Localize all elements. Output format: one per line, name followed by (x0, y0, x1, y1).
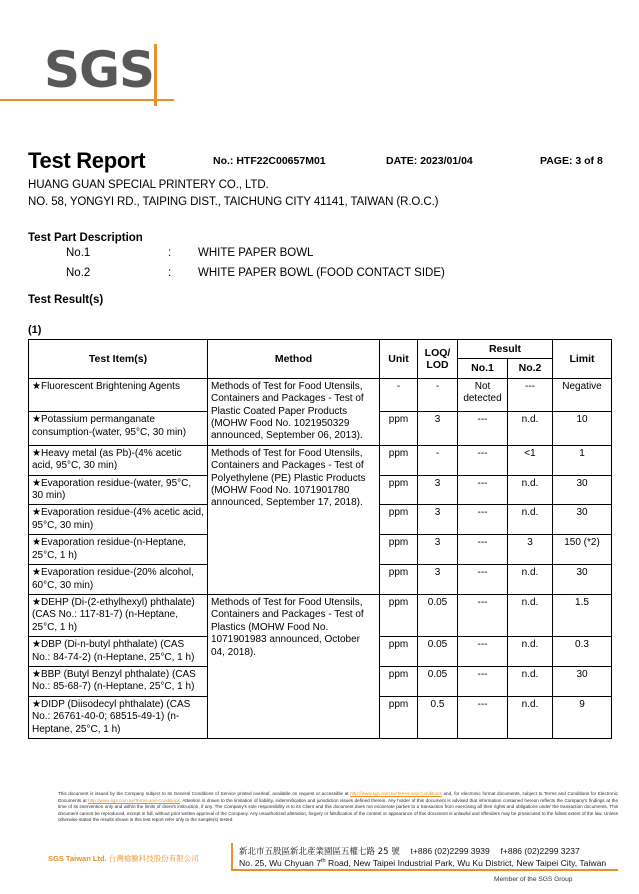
disclaimer-part-2: and, for electronic format documents, subject to Terms and Conditions for Electronic Documents at (58, 791, 618, 803)
cell-loq-lod: 0.05 (418, 637, 458, 667)
page-title: Test Report (28, 148, 146, 173)
cell-loq-lod: - (418, 378, 458, 412)
cell-test-item-text: BBP (Butyl Benzyl phthalate) (CAS No.: 85-68-7) (n-Heptane, 25°C, 1 h) (32, 668, 196, 693)
cell-test-item-text: Evaporation residue-(water, 95°C, 30 min) (32, 477, 192, 502)
cell-test-item (29, 666, 208, 696)
test-part-no: No.1 (66, 247, 91, 259)
cell-unit: ppm (380, 696, 418, 738)
cell-loq-lod: 3 (418, 475, 458, 505)
cell-loq-lod: 0.05 (418, 666, 458, 696)
col-header-test-items: Test Item(s) (29, 340, 208, 379)
star-bullet-icon: ★ (32, 698, 41, 710)
cell-method: Methods of Test for Food Utensils, Containers and Packages - Test of Polyethylene (PE) Plastic Products (MOHW Food No. 1071901780 announced, September 17, 2018). (208, 445, 380, 594)
cell-result-no2: <1 (508, 445, 553, 475)
cell-result-no2: n.d. (508, 637, 553, 667)
cell-result-no2: n.d. (508, 565, 553, 595)
cell-unit: ppm (380, 637, 418, 667)
table-row (29, 445, 612, 475)
cell-limit: Negative (553, 378, 612, 412)
client-address: NO. 58, YONGYI RD., TAIPING DIST., TAICHUNG CITY 41141, TAIWAN (R.O.C.) (28, 196, 439, 208)
cell-unit: ppm (380, 505, 418, 535)
cell-test-item (29, 475, 208, 505)
test-part-value: WHITE PAPER BOWL (FOOD CONTACT SIDE) (198, 267, 445, 279)
col-header-result-no2: No.2 (508, 359, 553, 378)
report-number: No.: HTF22C00657M01 (213, 155, 326, 167)
cell-unit: ppm (380, 565, 418, 595)
cell-result-no1: --- (458, 666, 508, 696)
cell-unit: ppm (380, 535, 418, 565)
footer-telephone: t+886 (02)2299 3939 (410, 846, 490, 856)
cell-test-item (29, 696, 208, 738)
cell-limit: 1.5 (553, 594, 612, 636)
cell-result-no2: n.d. (508, 505, 553, 535)
cell-test-item-text: DEHP (Di-(2-ethylhexyl) phthalate) (CAS No.: 117-81-7) (n-Heptane, 25°C, 1 h) (32, 596, 195, 633)
client-company-name: HUANG GUAN SPECIAL PRINTERY CO., LTD. (28, 179, 269, 191)
cell-limit: 30 (553, 475, 612, 505)
cell-unit: ppm (380, 475, 418, 505)
cell-result-no2: n.d. (508, 666, 553, 696)
cell-result-no1: --- (458, 637, 508, 667)
report-header-row (28, 148, 618, 176)
col-header-result-no1: No.1 (458, 359, 508, 378)
star-bullet-icon: ★ (32, 380, 41, 392)
cell-result-no1: Not detected (458, 378, 508, 412)
cell-test-item (29, 565, 208, 595)
report-header (28, 148, 618, 208)
cell-result-no1: --- (458, 696, 508, 738)
cell-result-no2: n.d. (508, 412, 553, 446)
footer-address-en-pre: No. 25, Wu Chyuan 7 (239, 858, 322, 868)
cell-result-no2: n.d. (508, 594, 553, 636)
table-row (29, 378, 612, 412)
cell-test-item-text: Evaporation residue-(n-Heptane, 25°C, 1 h) (32, 537, 187, 561)
cell-test-item-text: DIDP (Diisodecyl phthalate) (CAS No.: 26761-40-0; 68515-49-1) (n-Heptane, 25°C, 1 h) (32, 698, 191, 735)
cell-test-item-text: Heavy metal (as Pb)-(4% acetic acid, 95°C, 30 min) (32, 447, 182, 472)
col-header-method: Method (208, 340, 380, 379)
cell-limit: 30 (553, 505, 612, 535)
section-number: (1) (28, 324, 42, 336)
cell-result-no1: --- (458, 475, 508, 505)
col-header-loq-lod (418, 340, 458, 379)
cell-result-no1: --- (458, 594, 508, 636)
sgs-logo-horizontal-bar (0, 99, 174, 101)
table-header-row (29, 340, 612, 359)
cell-limit: 30 (553, 666, 612, 696)
test-results-table-wrapper (28, 339, 611, 739)
col-header-limit: Limit (553, 340, 612, 379)
cell-loq-lod: 0.5 (418, 696, 458, 738)
cell-test-item-text: Evaporation residue-(20% alcohol, 60°C, 30 min) (32, 567, 194, 591)
sgs-logo (44, 41, 174, 108)
footer-address-cn-text: 新北市五股區新北產業園區五權七路 25 號 (239, 847, 400, 857)
cell-result-no2: n.d. (508, 475, 553, 505)
cell-loq-lod: 0.05 (418, 594, 458, 636)
cell-result-no2: --- (508, 378, 553, 412)
cell-limit: 1 (553, 445, 612, 475)
legal-disclaimer (58, 791, 618, 824)
test-part-item (28, 247, 618, 264)
cell-test-item (29, 445, 208, 475)
cell-test-item (29, 505, 208, 535)
sgs-entity-name-en: SGS Taiwan Ltd. (48, 854, 107, 863)
sgs-entity-name-cn: 台灣檢驗科技股份有限公司 (108, 854, 199, 863)
cell-test-item (29, 535, 208, 565)
col-header-result: Result (458, 340, 553, 359)
cell-result-no1: --- (458, 535, 508, 565)
test-part-colon: : (168, 247, 172, 259)
cell-test-item-text: Fluorescent Brightening Agents (40, 380, 180, 392)
col-header-loq-line2: LOD (426, 358, 449, 371)
footer-address-chinese (239, 845, 580, 857)
cell-loq-lod: 3 (418, 412, 458, 446)
cell-unit: - (380, 378, 418, 412)
col-header-unit: Unit (380, 340, 418, 379)
test-part-description-title: Test Part Description (28, 232, 143, 244)
sgs-entity-name (48, 853, 199, 864)
cell-test-item-text: Evaporation residue-(4% acetic acid, 95°C, 30 min) (32, 507, 204, 531)
disclaimer-part-3: . Attention is drawn to the limitation of liability, indemnification and jurisdiction issues defined therein. Any holder of this document is advised that information contained hereon reflects the Company's findings at the time of its intervention only and within the limits of client's instruction, if any. The Company's sole responsibility is to its Client and this document does not exonerate parties to a transaction from exercising all their rights and obligations under the transaction documents. This document cannot be reproduced, except in full, without prior written approval of the Company. Any unauthorized alteration, forgery or falsification of the content or appearance of this document is unlawful and offenders may be prosecuted to the fullest extent of the law. Unless otherwise stated the results shown in this test report refer only to the sample(s) tested. (58, 797, 619, 823)
cell-test-item (29, 378, 208, 412)
star-bullet-icon: ★ (32, 596, 41, 608)
footer-vertical-divider (231, 843, 233, 871)
star-bullet-icon: ★ (32, 447, 41, 459)
cell-test-item (29, 594, 208, 636)
star-bullet-icon: ★ (32, 639, 41, 651)
footer-address-english (239, 858, 606, 868)
cell-limit: 10 (553, 412, 612, 446)
terms-and-conditions-link-2[interactable]: http://www.sgs.com.tw/Terms-and-Conditions (88, 797, 180, 803)
cell-test-item-text: Potassium permanganate consumption-(water, 95°C, 30 min) (32, 414, 187, 438)
cell-loq-lod: - (418, 445, 458, 475)
table-body (29, 378, 612, 738)
test-results-table (28, 339, 612, 739)
cell-limit: 9 (553, 696, 612, 738)
cell-result-no1: --- (458, 445, 508, 475)
cell-loq-lod: 3 (418, 565, 458, 595)
terms-and-conditions-link-1[interactable]: http://www.sgs.com.tw/Terms-and-Conditions (350, 791, 442, 796)
cell-loq-lod: 3 (418, 505, 458, 535)
test-part-item (28, 267, 618, 284)
cell-limit: 0.3 (553, 637, 612, 667)
test-part-no: No.2 (66, 267, 91, 279)
test-part-colon: : (168, 267, 172, 279)
footer-fax: f+886 (02)2299 3237 (500, 846, 580, 856)
cell-unit: ppm (380, 412, 418, 446)
footer-address-ordinal: th (321, 858, 326, 865)
cell-unit: ppm (380, 445, 418, 475)
cell-result-no2: n.d. (508, 696, 553, 738)
cell-loq-lod: 3 (418, 535, 458, 565)
cell-test-item (29, 412, 208, 446)
cell-method: Methods of Test for Food Utensils, Containers and Packages - Test of Plastic Coated Paper Products (MOHW Food No. 1021950329 announced, September 06, 2013). (208, 378, 380, 445)
member-of-sgs-group: Member of the SGS Group (494, 876, 573, 883)
col-header-loq-line1: LOQ/ (424, 346, 451, 359)
table-row (29, 594, 612, 636)
star-bullet-icon: ★ (32, 414, 41, 426)
sgs-logo-text: SGS (44, 41, 155, 99)
star-bullet-icon: ★ (32, 537, 41, 549)
cell-limit: 150 (*2) (553, 535, 612, 565)
cell-test-item (29, 637, 208, 667)
test-part-description (28, 232, 618, 284)
sgs-logo-vertical-bar (154, 44, 157, 106)
cell-unit: ppm (380, 666, 418, 696)
footer-address-en-post: Road, New Taipei Industrial Park, Wu Ku District, New Taipei City, Taiwan (325, 858, 607, 868)
star-bullet-icon: ★ (32, 668, 41, 680)
cell-unit: ppm (380, 594, 418, 636)
cell-limit: 30 (553, 565, 612, 595)
page-number: PAGE: 3 of 8 (540, 155, 603, 167)
cell-result-no1: --- (458, 565, 508, 595)
cell-result-no2: 3 (508, 535, 553, 565)
footer-horizontal-divider (233, 869, 618, 871)
cell-method: Methods of Test for Food Utensils, Containers and Packages - Test of Plastics (MOHW Food No. 1071901983 announced, October 04, 2018). (208, 594, 380, 738)
star-bullet-icon: ★ (32, 477, 41, 489)
star-bullet-icon: ★ (32, 507, 41, 519)
cell-result-no1: --- (458, 412, 508, 446)
report-date: DATE: 2023/01/04 (386, 155, 473, 167)
cell-test-item-text: DBP (Di-n-butyl phthalate) (CAS No.: 84-74-2) (n-Heptane, 25°C, 1 h) (32, 639, 195, 663)
disclaimer-part-1: This document is issued by the Company subject to its General Conditions of Service printed overleaf, available on request or accessible at (58, 791, 351, 796)
test-results-title: Test Result(s) (28, 294, 104, 306)
test-part-value: WHITE PAPER BOWL (198, 247, 314, 259)
cell-result-no1: --- (458, 505, 508, 535)
star-bullet-icon: ★ (32, 567, 41, 579)
